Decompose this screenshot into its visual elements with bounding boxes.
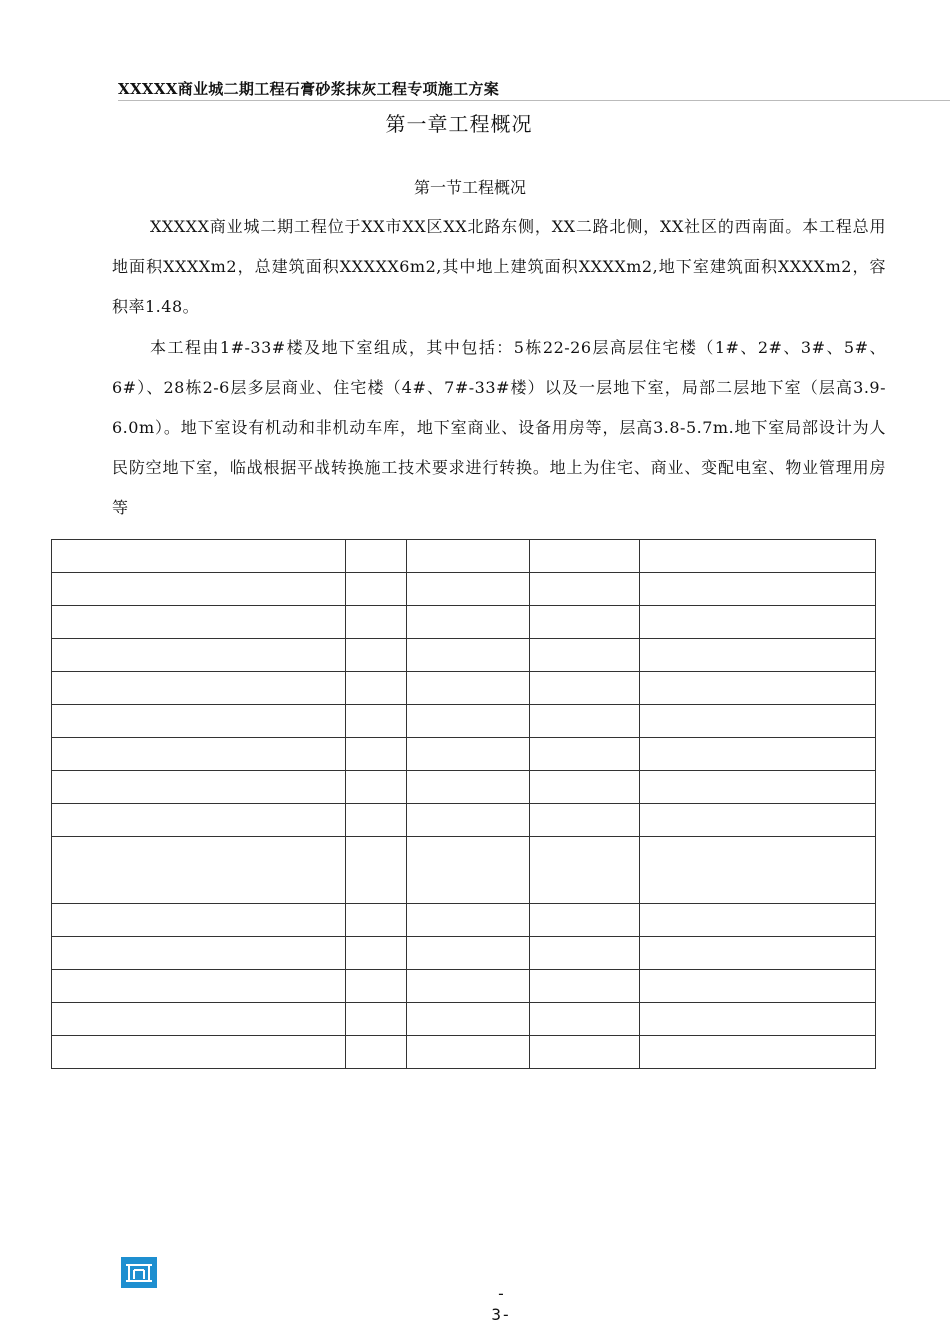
- table-cell: [640, 937, 876, 970]
- table-row: [52, 970, 876, 1003]
- table-cell: [52, 937, 346, 970]
- table-row: [52, 904, 876, 937]
- table-cell: [530, 705, 640, 738]
- table-cell: [640, 738, 876, 771]
- table-cell: [346, 540, 407, 573]
- table-cell: [640, 1036, 876, 1069]
- table-cell: [346, 672, 407, 705]
- table-cell: [530, 606, 640, 639]
- empty-data-table: [51, 539, 876, 1069]
- document-header: XXXXX商业城二期工程石膏砂浆抹灰工程专项施工方案: [118, 78, 950, 101]
- table-cell: [530, 804, 640, 837]
- table-cell: [640, 573, 876, 606]
- table-cell: [640, 837, 876, 904]
- table-cell: [346, 705, 407, 738]
- table-row: [52, 937, 876, 970]
- table-cell: [640, 1003, 876, 1036]
- table-cell: [52, 672, 346, 705]
- table-cell: [530, 970, 640, 1003]
- table-cell: [530, 540, 640, 573]
- page-number: 3-: [491, 1305, 511, 1324]
- table-row: [52, 837, 876, 904]
- table-cell: [640, 639, 876, 672]
- table-cell: [407, 672, 530, 705]
- table-row: [52, 573, 876, 606]
- table-cell: [530, 672, 640, 705]
- table-cell: [640, 904, 876, 937]
- paragraph-project-composition: 本工程由1#-33#楼及地下室组成，其中包括：5栋22-26层高层住宅楼（1#、2#、3#、5#、6#）、28栋2-6层多层商业、住宅楼（4#、7#-33#楼）以及一层地下室，局部二层地下室（层高3.9-6.0m）。地下室设有机动和非机动车库，地下室商业、设备用房等，层高3.8-5.7m.地下室局部设计为人民防空地下室，临战根据平战转换施工技术要求进行转换。地上为住宅、商业、变配电室、物业管理用房等: [112, 338, 886, 517]
- table-cell: [346, 771, 407, 804]
- table-cell: [407, 639, 530, 672]
- table-row: [52, 804, 876, 837]
- table-row: [52, 606, 876, 639]
- table-cell: [407, 1036, 530, 1069]
- table-row: [52, 771, 876, 804]
- table-cell: [407, 738, 530, 771]
- table-cell: [346, 804, 407, 837]
- table-row: [52, 705, 876, 738]
- table-row: [52, 1036, 876, 1069]
- table-cell: [530, 738, 640, 771]
- chapter-title: 第一章工程概况: [385, 112, 533, 136]
- table-cell: [52, 970, 346, 1003]
- table-cell: [52, 1036, 346, 1069]
- table-cell: [407, 705, 530, 738]
- table-cell: [346, 970, 407, 1003]
- table-cell: [530, 1003, 640, 1036]
- table-cell: [407, 606, 530, 639]
- table-cell: [346, 1036, 407, 1069]
- table-cell: [407, 804, 530, 837]
- table-cell: [407, 540, 530, 573]
- table-cell: [346, 738, 407, 771]
- table-cell: [346, 639, 407, 672]
- table-cell: [52, 904, 346, 937]
- footer-dash: -: [496, 1284, 506, 1303]
- table-row: [52, 738, 876, 771]
- table-cell: [530, 904, 640, 937]
- paragraph-project-location: XXXXX商业城二期工程位于XX市XX区XX北路东侧，XX二路北侧，XX社区的西南面。本工程总用地面积XXXXm2，总建筑面积XXXXX6m2,其中地上建筑面积XXXXm2,地下室建筑面积XXXXm2，容积率1.48。: [112, 217, 886, 316]
- table-row: [52, 672, 876, 705]
- table-cell: [407, 1003, 530, 1036]
- table-cell: [640, 672, 876, 705]
- company-logo-icon: [121, 1257, 157, 1288]
- table-cell: [407, 837, 530, 904]
- table-cell: [407, 970, 530, 1003]
- table-cell: [530, 937, 640, 970]
- table-cell: [52, 1003, 346, 1036]
- table-cell: [640, 771, 876, 804]
- table-cell: [52, 771, 346, 804]
- table-row: [52, 1003, 876, 1036]
- table-row: [52, 639, 876, 672]
- table-cell: [52, 837, 346, 904]
- table-cell: [530, 837, 640, 904]
- table-cell: [346, 573, 407, 606]
- table-cell: [640, 970, 876, 1003]
- table-cell: [52, 540, 346, 573]
- table-cell: [407, 771, 530, 804]
- table-body: [52, 540, 876, 1069]
- table-cell: [346, 1003, 407, 1036]
- table-cell: [407, 573, 530, 606]
- table-cell: [52, 573, 346, 606]
- table-cell: [407, 937, 530, 970]
- section-title: 第一节工程概况: [413, 178, 526, 197]
- table-cell: [530, 573, 640, 606]
- table-cell: [530, 1036, 640, 1069]
- table-cell: [52, 606, 346, 639]
- table-cell: [346, 937, 407, 970]
- table-cell: [640, 804, 876, 837]
- table-cell: [346, 606, 407, 639]
- table-cell: [52, 705, 346, 738]
- table-cell: [52, 639, 346, 672]
- table-cell: [52, 738, 346, 771]
- table-cell: [640, 606, 876, 639]
- table-cell: [52, 804, 346, 837]
- table-cell: [346, 837, 407, 904]
- table-cell: [346, 904, 407, 937]
- table-cell: [640, 540, 876, 573]
- table-cell: [530, 639, 640, 672]
- table-row: [52, 540, 876, 573]
- table-cell: [530, 771, 640, 804]
- table-cell: [640, 705, 876, 738]
- table-cell: [407, 904, 530, 937]
